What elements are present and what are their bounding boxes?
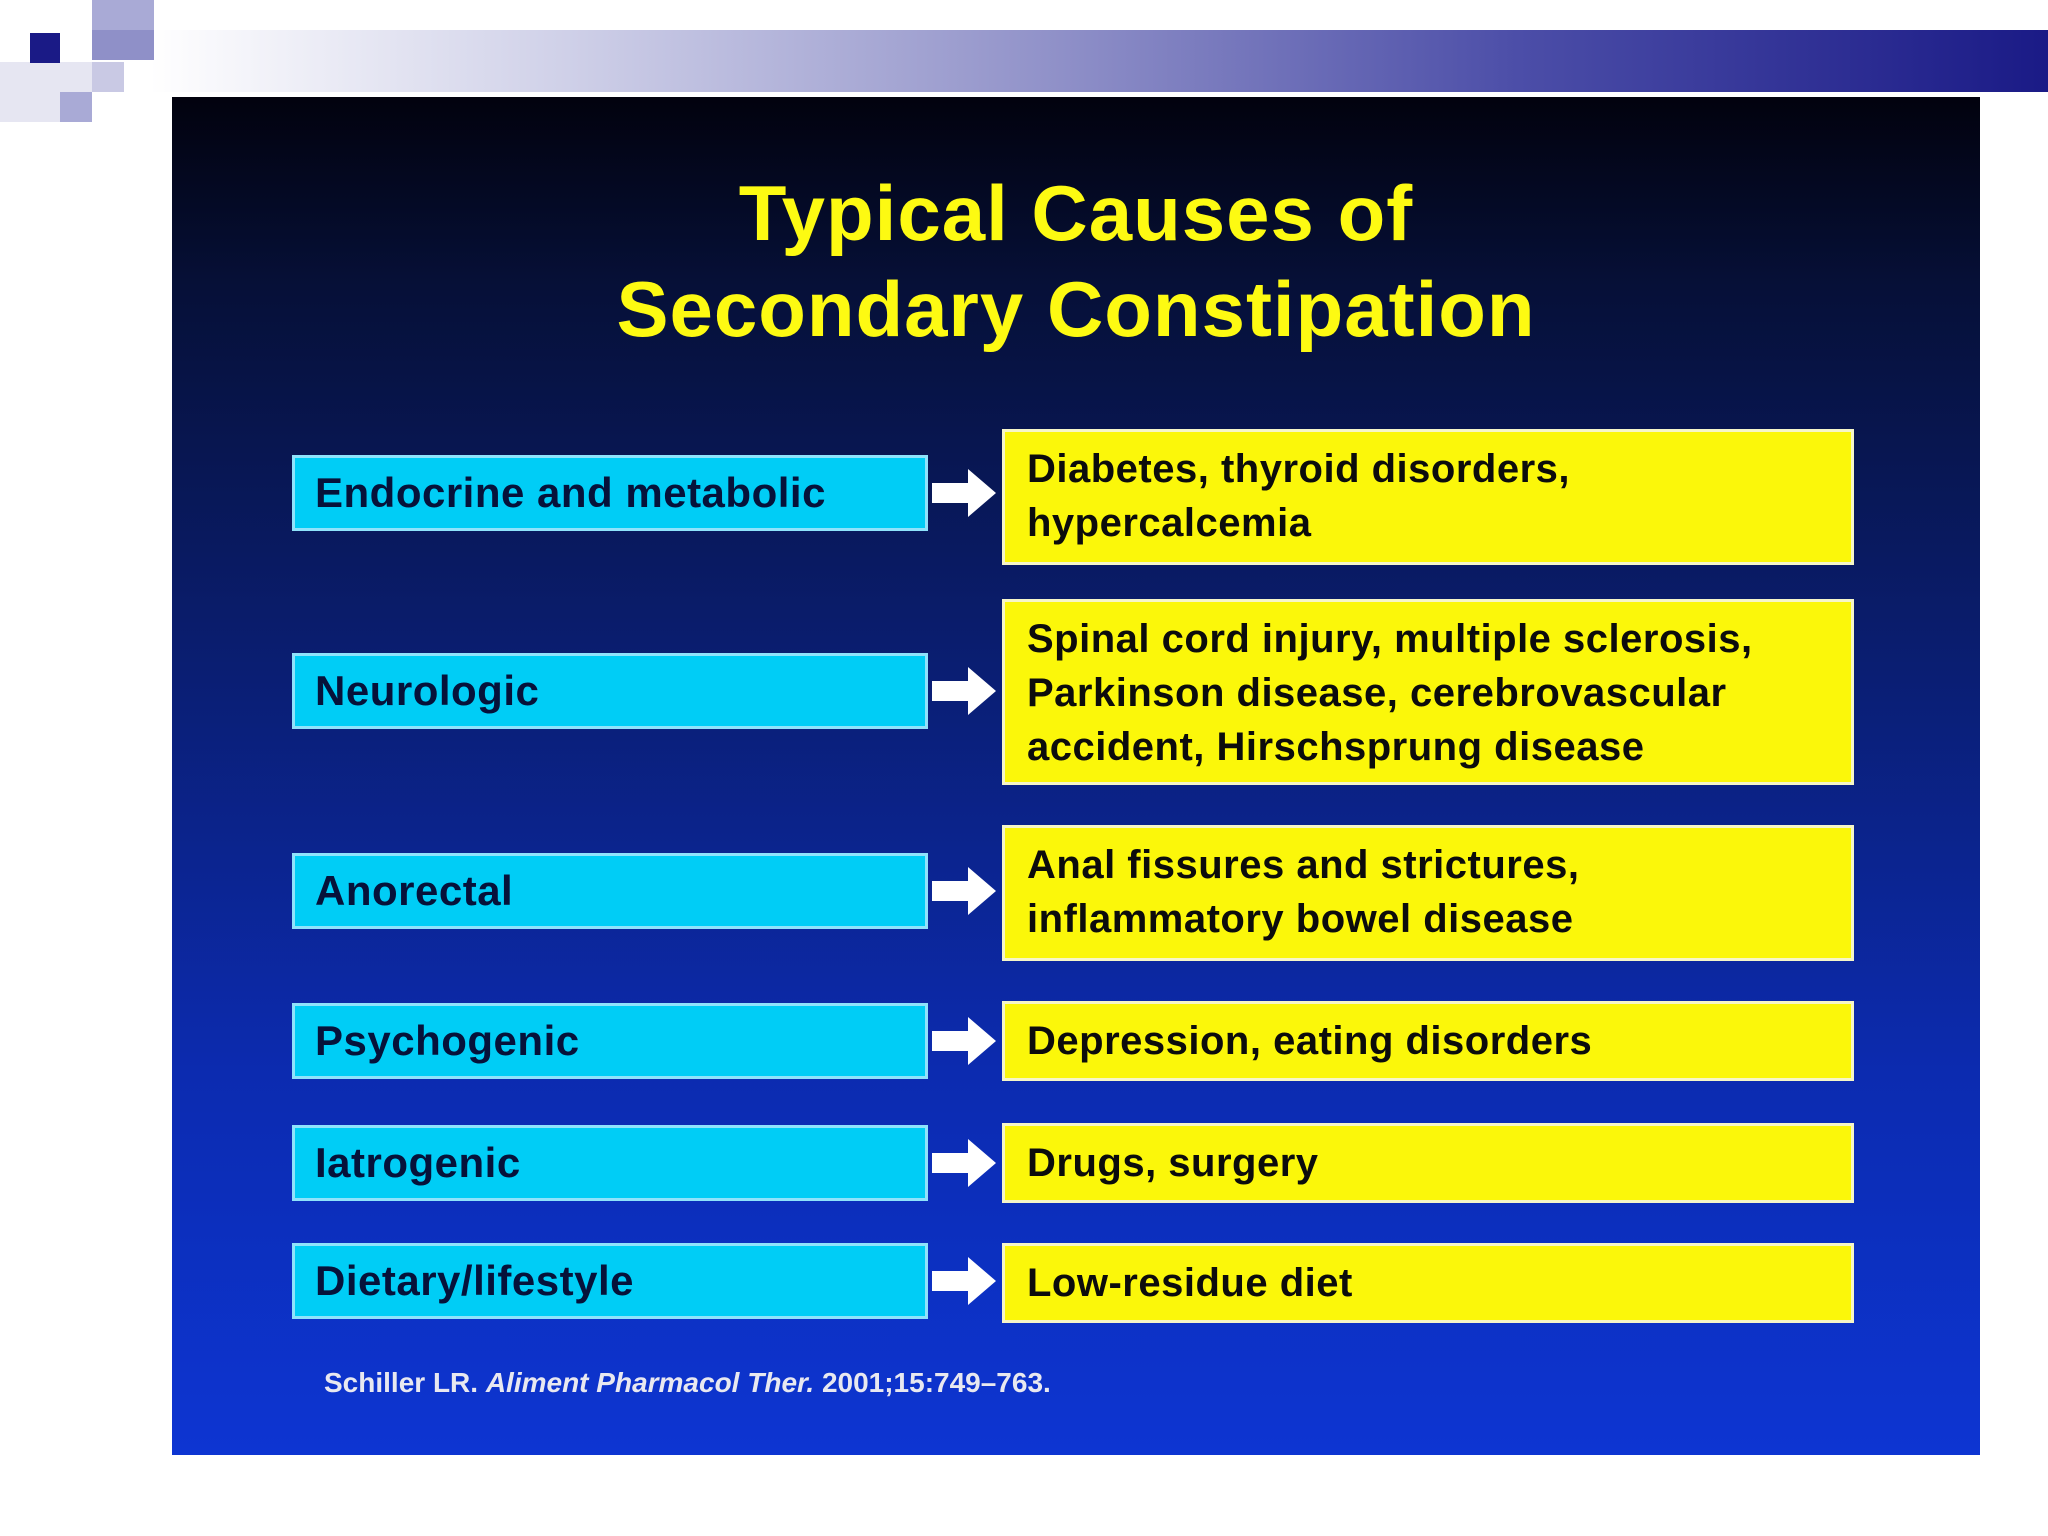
cause-line: Diabetes, thyroid disorders,: [1027, 447, 1571, 491]
cause-box-anorectal: [1002, 825, 1854, 961]
cause-box-psychogenic: [1002, 1001, 1854, 1081]
right-arrow-icon: [932, 663, 998, 719]
cause-line: Parkinson disease, cerebrovascular: [1027, 671, 1727, 715]
cause-line: Spinal cord injury, multiple sclerosis,: [1027, 617, 1753, 661]
slide-title: [172, 165, 1980, 357]
right-arrow-icon: [932, 1253, 998, 1309]
citation-details: 2001;15:749–763.: [821, 1367, 1051, 1398]
cause-line: accident, Hirschsprung disease: [1027, 725, 1645, 769]
cause-line: Drugs, surgery: [1027, 1141, 1319, 1185]
cause-line: hypercalcemia: [1027, 501, 1312, 545]
category-box-iatrogenic: Iatrogenic: [292, 1125, 928, 1201]
right-arrow-icon: [932, 863, 998, 919]
citation-authors: Schiller LR.: [324, 1367, 479, 1398]
category-box-anorectal: Anorectal: [292, 853, 928, 929]
right-arrow-icon: [932, 1135, 998, 1191]
decorative-square: [92, 62, 124, 92]
decorative-square: [60, 92, 92, 122]
cause-line: Anal fissures and strictures,: [1027, 843, 1580, 887]
cause-line: Low-residue diet: [1027, 1261, 1353, 1305]
right-arrow-icon: [932, 465, 998, 521]
category-box-dietary: Dietary/lifestyle: [292, 1243, 928, 1319]
cause-box-dietary: [1002, 1243, 1854, 1323]
category-box-endocrine: Endocrine and metabolic: [292, 455, 928, 531]
decorative-square: [92, 30, 154, 60]
right-arrow-icon: [932, 1013, 998, 1069]
decorative-square: [92, 0, 154, 30]
category-box-psychogenic: Psychogenic: [292, 1003, 928, 1079]
title-line: Secondary Constipation: [616, 265, 1536, 353]
cause-box-iatrogenic: [1002, 1123, 1854, 1203]
citation-journal: Aliment Pharmacol Ther.: [485, 1367, 815, 1398]
cause-line: Depression, eating disorders: [1027, 1019, 1593, 1063]
category-box-neurologic: Neurologic: [292, 653, 928, 729]
citation: [324, 1367, 1051, 1399]
decorative-square: [30, 33, 60, 63]
header-gradient-band: [150, 30, 2048, 92]
title-line: Typical Causes of: [738, 169, 1414, 257]
cause-box-endocrine: [1002, 429, 1854, 565]
cause-box-neurologic: [1002, 599, 1854, 785]
slide-image: [172, 97, 1980, 1455]
cause-line: inflammatory bowel disease: [1027, 897, 1574, 941]
